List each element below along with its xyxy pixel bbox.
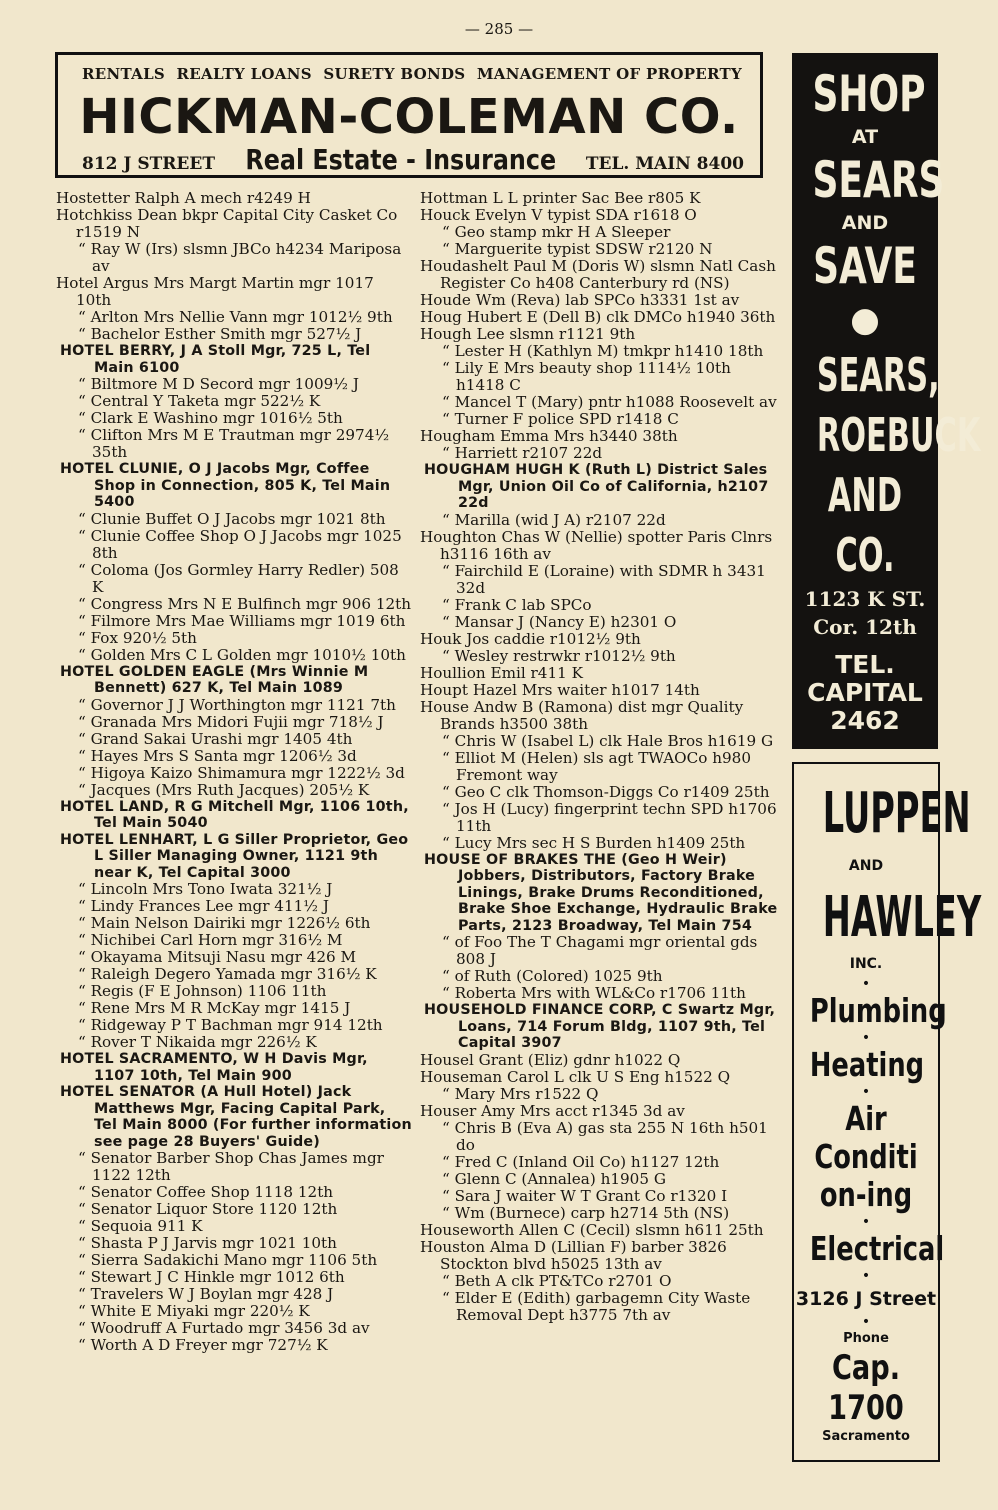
bullet-icon: • — [861, 976, 871, 992]
directory-entry: HOTEL SACRAMENTO, W H Davis Mgr, 1107 10th, Tel Main 900 — [60, 1051, 368, 1084]
directory-entry: “ Frank C lab SPCo — [442, 595, 592, 614]
directory-entry: “ Lincoln Mrs Tono Iwata 321½ J — [78, 880, 333, 898]
directory-entry: “ Sara J waiter W T Grant Co r1320 I — [442, 1186, 728, 1205]
bullet-icon: • — [861, 1030, 871, 1046]
directory-entry: “ Golden Mrs C L Golden mgr 1010½ 10th — [78, 645, 406, 664]
directory-entry: “ Okayama Mitsuji Nasu mgr 426 M — [78, 948, 357, 966]
directory-entry: “ Roberta Mrs with WL&Co r1706 11th — [442, 984, 746, 1002]
directory-entry: “ Marilla (wid J A) r2107 22d — [442, 510, 666, 529]
banner-company-name: HICKMAN-COLEMAN CO. — [79, 89, 739, 145]
sears-address-2: Cor. 12th — [813, 615, 917, 639]
directory-entry: “ Mary Mrs r1522 Q — [442, 1084, 599, 1103]
directory-entry: “ Elder E (Edith) garbagemn City Waste Removal Dept h3775 7th av — [442, 1288, 751, 1324]
directory-entry: “ Geo stamp mkr H A Sleeper — [442, 223, 671, 241]
service-surety-bonds: SURETY BONDS — [323, 65, 466, 83]
directory-entry: “ Arlton Mrs Nellie Vann mgr 1012½ 9th — [78, 308, 393, 326]
directory-entry: “ Filmore Mrs Mae Williams mgr 1019 6th — [78, 611, 406, 630]
directory-entry: “ Lester H (Kathlyn M) tmkpr h1410 18th — [442, 342, 764, 360]
directory-entry: HOTEL LENHART, L G Siller Proprietor, Geo L Siller Managing Owner, 1121 9th near K, Tel Capital 3000 — [60, 831, 409, 881]
directory-entry: Houser Amy Mrs acct r1345 3d av — [420, 1101, 685, 1120]
directory-column-right — [420, 190, 782, 1324]
directory-entry: “ Stewart J C Hinkle mgr 1012 6th — [78, 1268, 345, 1286]
directory-entry: HOTEL LAND, R G Mitchell Mgr, 1106 10th, Tel Main 5040 — [60, 798, 409, 831]
sears-address-1: 1123 K ST. — [804, 587, 926, 611]
directory-entry: HOTEL GOLDEN EAGLE (Mrs Winnie M Bennett) 627 K, Tel Main 1089 — [60, 663, 369, 696]
directory-entry: “ White E Miyaki mgr 220½ K — [78, 1302, 310, 1320]
directory-entry: “ Woodruff A Furtado mgr 3456 3d av — [78, 1319, 370, 1337]
directory-entry: “ Senator Liquor Store 1120 12th — [78, 1200, 338, 1218]
luppen-phone: Cap. 1700 — [828, 1348, 904, 1428]
directory-entry: HOUSEHOLD FINANCE CORP, C Swartz Mgr, Loans, 714 Forum Bldg, 1107 9th, Tel Capital 3907 — [424, 1002, 776, 1051]
sears-sears: SEARS — [812, 151, 945, 209]
directory-entry: “ Harriett r2107 22d — [442, 444, 603, 462]
directory-entry: “ Chris B (Eva A) gas sta 255 N 16th h501 do — [442, 1118, 768, 1154]
directory-entry: Houde Wm (Reva) lab SPCo h3331 1st av — [420, 291, 740, 309]
page-number: — 285 — — [464, 20, 534, 38]
directory-entry: Houck Evelyn V typist SDA r1618 O — [420, 206, 697, 224]
bullet-icon: • — [861, 1084, 871, 1100]
directory-entry: Houg Hubert E (Dell B) clk DMCo h1940 36th — [420, 308, 776, 326]
directory-entry: “ Higoya Kaizo Shimamura mgr 1222½ 3d — [78, 763, 405, 782]
luppen-phone-label: Phone — [843, 1331, 889, 1346]
bullet-icon: • — [861, 1314, 871, 1330]
directory-entry: “ Bachelor Esther Smith mgr 527½ J — [78, 325, 362, 343]
service-air-conditioning: Air Condition-ing — [814, 1099, 918, 1214]
luppen-city: Sacramento — [822, 1429, 910, 1444]
service-electrical: Electrical — [809, 1229, 945, 1268]
directory-entry: “ Mancel T (Mary) pntr h1088 Roosevelt av — [442, 393, 777, 411]
directory-entry: Hough Lee slsmn r1121 9th — [420, 325, 636, 343]
directory-entry: “ Ray W (Irs) slsmn JBCo h4234 Mariposa av — [78, 240, 402, 275]
directory-entry: Houllion Emil r411 K — [420, 663, 583, 682]
sears-and: AND — [841, 212, 889, 234]
directory-entry: “ Elliot M (Helen) sls agt TWAOCo h980 Fremont way — [442, 748, 751, 784]
bullet-icon: • — [861, 1214, 871, 1230]
directory-entry: “ Granada Mrs Midori Fujii mgr 718½ J — [78, 712, 384, 731]
directory-entry: Hotchkiss Dean bkpr Capital City Casket Co r1519 N — [56, 206, 398, 241]
sears-save: SAVE — [813, 237, 917, 295]
service-plumbing: Plumbing — [809, 991, 947, 1030]
directory-entry: “ Wesley restrwkr r1012½ 9th — [442, 646, 676, 665]
directory-entry: House Andw B (Ramona) dist mgr Quality Brands h3500 38th — [420, 697, 744, 733]
directory-entry: Houpt Hazel Mrs waiter h1017 14th — [420, 680, 700, 699]
luppen-and: AND — [848, 858, 884, 874]
directory-entry: Houk Jos caddie r1012½ 9th — [420, 629, 641, 648]
sears-name-1: SEARS, — [816, 348, 940, 402]
directory-entry: “ Senator Barber Shop Chas James mgr 1122 12th — [78, 1149, 384, 1184]
service-heating: Heating — [809, 1045, 925, 1084]
directory-entry: “ Wm (Burnece) carp h2714 5th (NS) — [442, 1203, 730, 1222]
directory-entry: “ Jacques (Mrs Ruth Jacques) 205½ K — [78, 780, 370, 799]
luppen-name-1: LUPPEN — [822, 781, 971, 846]
directory-entry: “ Clifton Mrs M E Trautman mgr 2974½ 35th — [78, 426, 390, 461]
directory-entry: “ Rene Mrs M R McKay mgr 1415 J — [78, 999, 351, 1017]
luppen-name-2: HAWLEY — [822, 885, 982, 950]
directory-entry: “ Ridgeway P T Bachman mgr 914 12th — [78, 1016, 383, 1034]
bullet-icon: • — [861, 1268, 871, 1284]
directory-entry: “ Clunie Coffee Shop O J Jacobs mgr 1025 8th — [78, 526, 402, 562]
directory-entry: “ Hayes Mrs S Santa mgr 1206½ 3d — [78, 746, 357, 765]
service-rentals: RENTALS — [82, 65, 166, 83]
sears-name-3: AND CO. — [827, 468, 903, 582]
sears-at: AT — [851, 126, 879, 148]
directory-entry: “ Lindy Frances Lee mgr 411½ J — [78, 897, 329, 915]
directory-entry: “ Turner F police SPD r1418 C — [442, 410, 679, 428]
directory-entry: “ Worth A D Freyer mgr 727½ K — [78, 1336, 328, 1354]
directory-entry: “ Lucy Mrs sec H S Burden h1409 25th — [442, 833, 746, 852]
directory-entry: Houseworth Allen C (Cecil) slsmn h611 25th — [420, 1220, 764, 1239]
directory-entry: “ Clunie Buffet O J Jacobs mgr 1021 8th — [78, 509, 386, 528]
directory-entry: “ Glenn C (Annalea) h1905 G — [442, 1169, 666, 1188]
directory-entry: HOUGHAM HUGH K (Ruth L) District Sales Mgr, Union Oil Co of California, h2107 22d — [424, 462, 769, 511]
directory-entry: “ Nichibei Carl Horn mgr 316½ M — [78, 931, 343, 949]
luppen-inc: INC. — [849, 956, 883, 972]
sears-tel-number: 2462 — [830, 706, 900, 735]
directory-entry: “ Travelers W J Boylan mgr 428 J — [78, 1285, 334, 1303]
directory-entry: “ Grand Sakai Urashi mgr 1405 4th — [78, 729, 353, 748]
sears-tel-exchange: CAPITAL — [807, 678, 923, 707]
directory-entry: “ Fox 920½ 5th — [78, 628, 197, 647]
directory-entry: “ Fred C (Inland Oil Co) h1127 12th — [442, 1152, 720, 1171]
service-property-management: MANAGEMENT OF PROPERTY — [476, 65, 742, 83]
directory-entry: “ Sequoia 911 K — [78, 1217, 203, 1235]
luppen-street: 3126 J Street — [795, 1288, 937, 1310]
directory-entry: Houdashelt Paul M (Doris W) slsmn Natl Cash Register Co h408 Canterbury rd (NS) — [420, 257, 776, 292]
sears-tel-label: TEL. — [835, 650, 895, 679]
directory-entry: “ Clark E Washino mgr 1016½ 5th — [78, 409, 343, 427]
directory-entry: “ Biltmore M D Secord mgr 1009½ J — [78, 375, 359, 393]
directory-entry: “ Jos H (Lucy) fingerprint techn SPD h1706 11th — [442, 799, 777, 835]
directory-entry: HOTEL CLUNIE, O J Jacobs Mgr, Coffee Shop in Connection, 805 K, Tel Main 5400 — [60, 461, 391, 510]
directory-entry: “ Mansar J (Nancy E) h2301 O — [442, 612, 677, 631]
directory-entry: “ Sierra Sadakichi Mano mgr 1106 5th — [78, 1251, 378, 1269]
directory-entry: “ Lily E Mrs beauty shop 1114½ 10th h1418 C — [442, 359, 731, 394]
banner-address: 812 J STREET — [82, 154, 215, 174]
directory-entry: Houston Alma D (Lillian F) barber 3826 Stockton blvd h5025 13th av — [420, 1237, 727, 1273]
directory-entry: “ Rover T Nikaida mgr 226½ K — [78, 1033, 317, 1051]
directory-entry: “ Marguerite typist SDSW r2120 N — [442, 240, 713, 258]
directory-entry: Hostetter Ralph A mech r4249 H — [56, 189, 311, 207]
banner-tagline: Real Estate - Insurance — [245, 143, 556, 176]
directory-entry: Hottman L L printer Sac Bee r805 K — [420, 189, 701, 207]
directory-entry: HOUSE OF BRAKES THE (Geo H Weir) Jobbers, Distributors, Factory Brake Linings, Brake Drums Reconditioned, Brake Shoe Exchange, Hydraulic Brake Parts, 2123 Broadway, Tel Main 754 — [424, 851, 778, 934]
hickman-coleman-banner-ad — [55, 52, 763, 178]
banner-phone: TEL. MAIN 8400 — [585, 154, 744, 174]
directory-entry: Hougham Emma Mrs h3440 38th — [420, 427, 678, 445]
directory-entry: “ Fairchild E (Loraine) with SDMR h 3431 32d — [442, 561, 766, 597]
directory-entry: Houseman Carol L clk U S Eng h1522 Q — [420, 1067, 731, 1086]
directory-entry: HOTEL BERRY, J A Stoll Mgr, 725 L, Tel Main 6100 — [60, 343, 371, 376]
directory-entry: “ Main Nelson Dairiki mgr 1226½ 6th — [78, 914, 371, 932]
directory-entry: Housel Grant (Eliz) gdnr h1022 Q — [420, 1050, 681, 1069]
directory-entry: “ Chris W (Isabel L) clk Hale Bros h1619 G — [442, 731, 774, 750]
sears-name-2: ROEBUCK — [816, 408, 981, 462]
directory-entry: “ Congress Mrs N E Bulfinch mgr 906 12th — [78, 594, 412, 613]
directory-entry: “ Senator Coffee Shop 1118 12th — [78, 1183, 334, 1201]
directory-entry: “ of Foo The T Chagami mgr oriental gds 808 J — [442, 933, 758, 968]
sears-ad — [792, 53, 981, 749]
directory-entry: “ Regis (F E Johnson) 1106 11th — [78, 982, 327, 1000]
directory-entry: “ of Ruth (Colored) 1025 9th — [442, 967, 663, 985]
directory-entry: “ Governor J J Worthington mgr 1121 7th — [78, 695, 396, 714]
directory-entry: “ Shasta P J Jarvis mgr 1021 10th — [78, 1234, 337, 1252]
directory-column-left — [56, 190, 412, 1354]
directory-entry: “ Coloma (Jos Gormley Harry Redler) 508 K — [78, 560, 399, 596]
bullet-icon: ● — [850, 300, 880, 340]
directory-entry: Houghton Chas W (Nellie) spotter Paris Clnrs h3116 16th av — [420, 527, 773, 563]
sears-shop: SHOP — [812, 65, 926, 123]
directory-entry: Hotel Argus Mrs Margt Martin mgr 1017 10th — [56, 274, 374, 309]
directory-entry: HOTEL SENATOR (A Hull Hotel) Jack Matthews Mgr, Facing Capital Park, Tel Main 8000 (For further information see page 28 Buyers' Guide) — [60, 1084, 412, 1150]
directory-entry: “ Geo C clk Thomson-Diggs Co r1409 25th — [442, 782, 770, 801]
luppen-hawley-ad — [792, 762, 982, 1462]
directory-entry: “ Central Y Taketa mgr 522½ K — [78, 392, 321, 410]
service-realty-loans: REALTY LOANS — [176, 65, 312, 83]
directory-entry: “ Beth A clk PT&TCo r2701 O — [442, 1271, 672, 1290]
banner-services — [82, 65, 742, 83]
directory-entry: “ Raleigh Degero Yamada mgr 316½ K — [78, 965, 377, 983]
